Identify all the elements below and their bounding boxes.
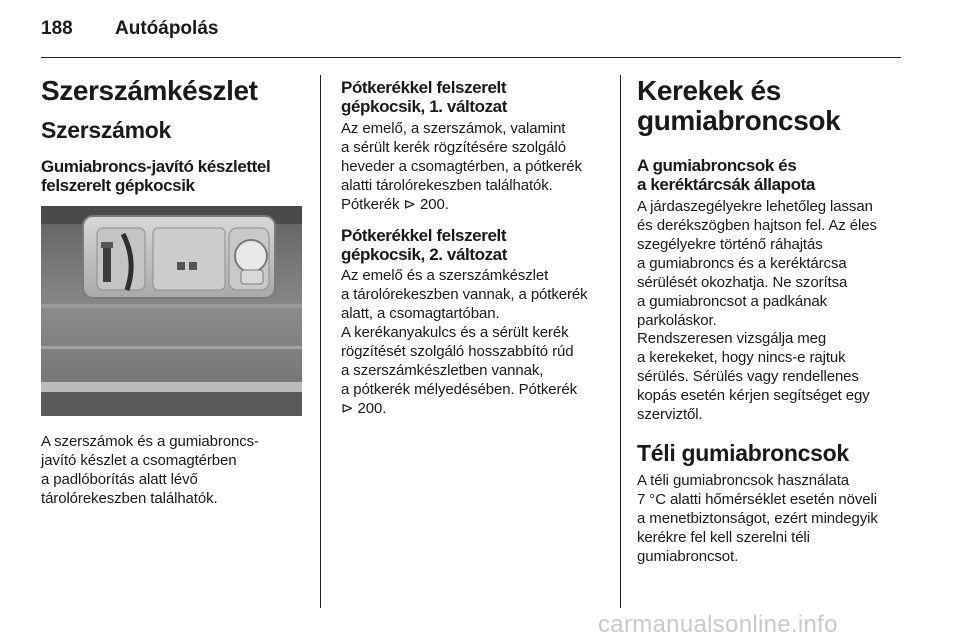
trunk-photo-illustration <box>41 206 302 416</box>
page-number: 188 <box>41 18 73 39</box>
heading-repair-kit-cars: Gumiabroncs-javító készlettel felszerelt gépkocsik <box>41 157 271 195</box>
watermark: carmanualsonline.info <box>598 611 838 638</box>
body-tyre-condition-1: A járdaszegélyekre lehetőleg lassan és derékszögben hajtson fel. Az éles szegélyekre történő ráhajtás a gumiabroncs és a keréktárcsa sérülését okozhatja. Ne szorítsa a gumiabroncsot a padkának parkoláskor. <box>637 198 877 329</box>
subsection-title-tools: Szerszámok <box>41 117 171 143</box>
body-spare-wheel-v2: Az emelő és a szerszámkészlet a tárolórekeszben vannak, a pótkerék alatt, a csomagtartóban. A kerékanyakulcs és a sérült kerék rögzítését szolgáló hosszabbító rúd a szerszámkészletben vannak, a pótkerék mélyedésében. Pótkerék ⊳ 200. <box>341 267 588 417</box>
heading-winter-tyres: Téli gumiabroncsok <box>637 440 849 466</box>
column-divider-2 <box>620 75 621 608</box>
body-tyre-condition-2: Rendszeresen vizsgálja meg a kerekeket, hogy nincs-e rajtuk sérülés. Sérülés vagy rendellenes kopás esetén kérjen segítséget egy szerviztől. <box>637 330 870 423</box>
header-rule <box>41 57 901 58</box>
heading-tyre-condition: A gumiabroncsok és a keréktárcsák állapota <box>637 156 815 194</box>
section-title-wheels-tyres: Kerekek és gumiabroncsok <box>637 75 841 136</box>
photo-caption: A szerszámok és a gumiabroncs- javító készlet a csomagtérben a padlóborítás alatt lévő tárolórekeszben találhatók. <box>41 433 259 507</box>
heading-spare-wheel-v2: Pótkerékkel felszerelt gépkocsik, 2. változat <box>341 226 507 264</box>
heading-spare-wheel-v1: Pótkerékkel felszerelt gépkocsik, 1. változat <box>341 78 507 116</box>
chapter-title: Autóápolás <box>115 18 219 39</box>
body-winter-tyres: A téli gumiabroncsok használata 7 °C alatti hőmérséklet esetén növeli a menetbiztonságot, ezért mindegyik kerékre fel kell szerelni téli gumiabroncsot. <box>637 472 878 565</box>
section-title-toolkit: Szerszámkészlet <box>41 75 258 106</box>
body-spare-wheel-v1: Az emelő, a szerszámok, valamint a sérült kerék rögzítésére szolgáló heveder a csomagtérben, a pótkerék alatti tárolórekeszben találhatók. Pótkerék ⊳ 200. <box>341 120 582 213</box>
trunk-tool-compartment-photo <box>41 206 302 416</box>
column-divider-1 <box>320 75 321 608</box>
